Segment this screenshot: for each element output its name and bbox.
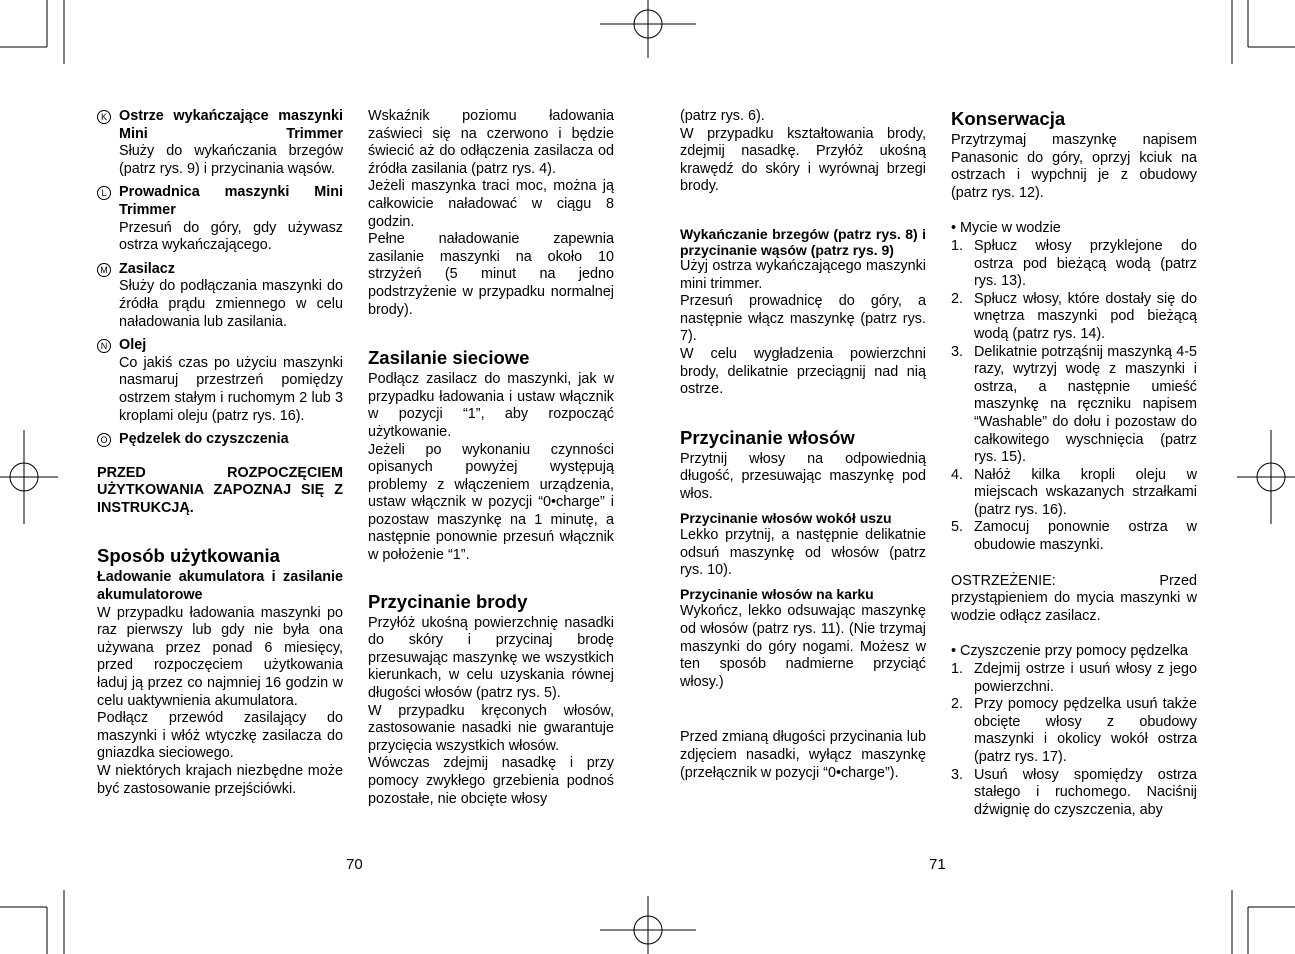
- list-number: 1.: [951, 661, 964, 678]
- paragraph: W przypadku kształtowania brody, zdejmij nasadkę. Przyłóż ukośną krawędź do skóry i wyrównaj brzegi brody.: [680, 125, 926, 195]
- list-item-text: Usuń włosy spomiędzy ostrza stałego i ruchomego. Naciśnij dźwignię do czyszczenia, aby: [974, 766, 1197, 818]
- legend-item: [97, 337, 343, 425]
- legend-title: Olej: [119, 337, 147, 354]
- subheading: Przycinanie włosów wokół uszu: [680, 509, 892, 526]
- legend-text: Przesuń do góry, gdy używasz ostrza wykańczającego.: [119, 219, 343, 254]
- warning-text: PRZED ROZPOCZĘCIEM UŻYTKOWANIA ZAPOZNAJ SIĘ Z INSTRUKCJĄ.: [97, 464, 343, 516]
- list-item-text: Nałóż kilka kropli oleju w miejscach wskazanych strzałkami (patrz rys. 16).: [974, 466, 1197, 518]
- list-item: [951, 238, 1197, 291]
- subheading: Wykańczanie brzegów (patrz rys. 8) i przycinanie wąsów (patrz rys. 9): [680, 225, 926, 258]
- caution-text: OSTRZEŻENIE: Przed przystąpieniem do mycia maszynki w wodzie odłącz zasilacz.: [951, 572, 1197, 624]
- list-number: 3.: [951, 766, 964, 783]
- paragraph: Wskaźnik poziomu ładowania zaświeci się na czerwono i będzie świecić aż do odłączenia zasilacza od źródła zasilania (patrz rys. 4).: [368, 108, 614, 177]
- section-heading: Sposób użytkowania: [97, 545, 280, 567]
- subheading: Przycinanie włosów na karku: [680, 585, 874, 602]
- list-title: • Mycie w wodzie: [951, 220, 1061, 237]
- paragraph: W niektórych krajach niezbędne może być zastosowanie przejściówki.: [97, 763, 343, 797]
- legend-title: Ostrze wykańczające maszynki Mini Trimmer: [119, 108, 343, 142]
- paragraph: W przypadku kręconych włosów, zastosowanie nasadki nie gwarantuje przycięcia wszystkich włosów.: [368, 702, 614, 754]
- section-heading: Przycinanie brody: [368, 590, 528, 612]
- list-item-text: Spłucz włosy przyklejone do ostrza pod bieżącą wodą (patrz rys. 13).: [974, 237, 1197, 290]
- list-item-text: Zdejmij ostrze i usuń włosy z jego powierzchni.: [974, 661, 1197, 695]
- legend-item: [97, 184, 343, 254]
- page-number: 70: [346, 856, 363, 873]
- paragraph: Przytnij włosy na odpowiednią długość, przesuwając maszynkę pod włos.: [680, 450, 926, 502]
- legend-title: Pędzelek do czyszczenia: [119, 431, 289, 448]
- legend-item: [97, 108, 343, 178]
- paragraph: (patrz rys. 6).: [680, 108, 765, 124]
- paragraph: Wówczas zdejmij nasadkę i przy pomocy zwykłego grzebienia podnoś pozostałe, nie obcięte włosy: [368, 755, 614, 807]
- paragraph: Podłącz zasilacz do maszynki, jak w przypadku ładowania i ustaw włącznik w pozycji “1”, aby rozpocząć użytkowanie.: [368, 371, 614, 440]
- list-item: [951, 767, 1197, 820]
- circled-letter-icon: K: [97, 110, 111, 124]
- subheading: Ładowanie akumulatora i zasilanie akumulatorowe: [97, 569, 343, 604]
- list-item: [951, 291, 1197, 344]
- paragraph: W przypadku ładowania maszynki po raz pierwszy lub gdy nie była ona używana przez ponad 6 miesięcy, przed rozpoczęciem użytkowania ładuj ją przez co najmniej 16 godzin w celu uaktywnienia akumulatora.: [97, 604, 343, 709]
- circled-letter-icon: M: [97, 263, 111, 277]
- paragraph: Wykończ, lekko odsuwając maszynkę od włosów (patrz rys. 11). (Nie trzymaj maszynki do góry nogami. Możesz w ten sposób nadmierne przyciąć włosy.): [680, 603, 926, 690]
- list-item-text: Przy pomocy pędzelka usuń także obcięte włosy z obudowy maszynki i okolicy wokół ostrza (patrz rys. 17).: [974, 696, 1197, 765]
- list-item-text: Zamocuj ponownie ostrza w obudowie maszynki.: [974, 519, 1197, 554]
- wash-steps-list: [951, 238, 1197, 555]
- column-1: [97, 108, 343, 798]
- circled-letter-icon: L: [97, 186, 111, 200]
- list-number: 3.: [951, 343, 964, 360]
- legend-text: Służy do wykańczania brzegów (patrz rys. 9) i przycinania wąsów.: [119, 143, 343, 177]
- paragraph: Przesuń prowadnicę do góry, a następnie włącz maszynkę (patrz rys. 7).: [680, 293, 926, 345]
- list-item: [951, 661, 1197, 696]
- page-number: 71: [929, 856, 946, 873]
- paragraph: Pełne naładowanie zapewnia zasilanie maszynki na około 10 strzyżeń (5 minut na jedno podstrzyżenie w przypadku normalnej brody).: [368, 231, 614, 318]
- circled-letter-icon: O: [97, 433, 111, 447]
- list-item: [951, 519, 1197, 554]
- paragraph: Przytrzymaj maszynkę napisem Panasonic do góry, oprzyj kciuk na ostrzach i wypchnij je z obudowy (patrz rys. 12).: [951, 132, 1197, 201]
- list-number: 1.: [951, 237, 964, 254]
- paragraph: Użyj ostrza wykańczającego maszynki mini trimmer.: [680, 257, 926, 292]
- section-heading: Przycinanie włosów: [680, 426, 855, 448]
- legend-title: Prowadnica maszynki Mini Trimmer: [119, 184, 343, 218]
- circled-letter-icon: N: [97, 339, 111, 353]
- list-number: 2.: [951, 290, 964, 307]
- brush-steps-list: [951, 661, 1197, 819]
- legend-text: Co jakiś czas po użyciu maszynki nasmaruj przestrzeń pomiędzy ostrzem stałym i ruchomym 2 lub 3 kroplami oleju (patrz rys. 16).: [119, 354, 343, 424]
- paragraph: Podłącz przewód zasilający do maszynki i włóż wtyczkę zasilacza do gniazdka sieciowego.: [97, 710, 343, 762]
- legend-item: [97, 261, 343, 331]
- paragraph: W celu wygładzenia powierzchni brody, delikatnie przeciągnij nad nią ostrze.: [680, 345, 926, 398]
- column-3: [680, 108, 926, 782]
- list-item-text: Spłucz włosy, które dostały się do wnętrza maszynki pod bieżącą wodą (patrz rys. 14).: [974, 290, 1197, 342]
- paragraph: Jeżeli maszynka traci moc, można ją całkowicie naładować w ciągu 8 godzin.: [368, 178, 614, 230]
- list-item: [951, 344, 1197, 467]
- legend-text: Służy do podłączania maszynki do źródła prądu zmiennego w celu naładowania lub zasilania.: [119, 278, 343, 330]
- list-number: 4.: [951, 466, 964, 483]
- legend-item: [97, 431, 343, 449]
- paragraph: Przyłóż ukośną powierzchnię nasadki do skóry i przycinaj brodę przesuwając maszynkę we wszystkich kierunkach, w celu uzyskania równej długości włosów (patrz rys. 5).: [368, 614, 614, 702]
- list-item-text: Delikatnie potrząśnij maszynką 4-5 razy, wytrzyj wodę z maszynki i ostrza, a następnie umieść maszynkę na ręczniku napisem “Washable” do dołu i pozostaw do całkowitego wyschnięcia (patrz rys. 15).: [974, 343, 1197, 466]
- list-number: 5.: [951, 519, 964, 536]
- section-heading: Zasilanie sieciowe: [368, 347, 530, 369]
- list-item: [951, 696, 1197, 766]
- column-4: [951, 108, 1197, 819]
- paragraph: Przed zmianą długości przycinania lub zdjęciem nasadki, wyłącz maszynkę (przełącznik w pozycji “0•charge”).: [680, 729, 926, 781]
- legend-title: Zasilacz: [119, 260, 175, 277]
- section-heading: Konserwacja: [951, 108, 1066, 129]
- list-number: 2.: [951, 696, 964, 713]
- paragraph: Jeżeli po wykonaniu czynności opisanych powyżej występują problemy z włączeniem urządzenia, ustaw włącznik w pozycji “0•charge” i pozostaw maszynkę na 1 minutę, a następnie ponownie przesuń włącznik w położenie “1”.: [368, 441, 614, 564]
- list-title: • Czyszczenie przy pomocy pędzelka: [951, 643, 1188, 660]
- paragraph: Lekko przytnij, a następnie delikatnie odsuń maszynkę od włosów (patrz rys. 10).: [680, 527, 926, 579]
- list-item: [951, 467, 1197, 520]
- column-2: [368, 108, 614, 808]
